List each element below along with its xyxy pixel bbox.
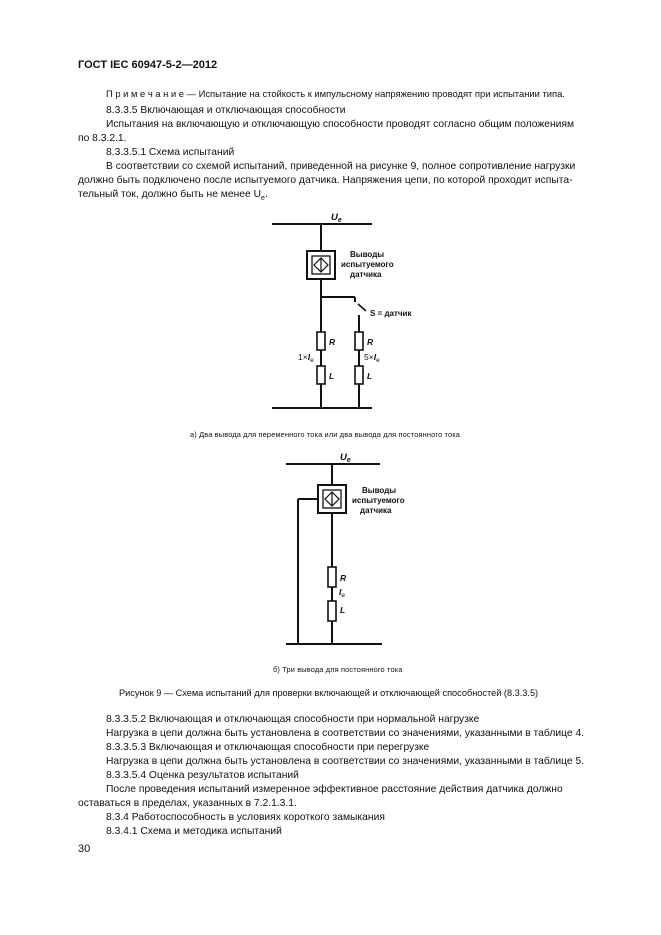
section-8-3-3-5-4-text-2: оставаться в пределах, указанных в 7.2.1.3.1. [78, 798, 297, 809]
section-8-3-4-1-title: 8.3.4.1 Схема и методика испытаний [106, 826, 282, 837]
section-8-3-3-5-2-title: 8.3.3.5.2 Включающая и отключающая способности при нормальной нагрузке [106, 714, 480, 725]
section-8-3-3-5-3-text: Нагрузка в цепи должна быть установлена в соответствии со значениями, указанными в таблице 5. [106, 756, 585, 767]
fig-b-r-label: R [340, 573, 347, 583]
fig-a-r-label-left: R [329, 337, 336, 347]
note-text: П р и м е ч а н и е — Испытание на стойкость к импульсному напряжению проводят при испытании типа. [106, 88, 565, 99]
fig-a-r-label-right: R [367, 337, 374, 347]
page-number: 30 [78, 843, 91, 855]
fig-b-resistor [328, 567, 336, 587]
section-8-3-3-5-1-title: 8.3.3.5.1 Схема испытаний [106, 147, 235, 158]
fig-a-ue-label: $U_e$ [331, 212, 342, 224]
fig-a-switch-label: S = датчик [370, 309, 412, 318]
figure-a-caption: а) Два вывода для переменного тока или два вывода для постоянного тока [190, 430, 461, 439]
fig-b-inductor [328, 601, 336, 621]
section-8-3-3-5-text-cont: по 8.3.2.1. [78, 133, 127, 144]
section-8-3-3-5-1-text-3: тельный ток, должно быть не менее $U_e$. [78, 189, 268, 203]
fig-a-current-right: $5\times I_e$ [364, 352, 380, 364]
fig-b-device-label-1: Выводы [362, 486, 397, 495]
section-8-3-3-5-1-text-1: В соответствии со схемой испытаний, приведенной на рисунке 9, полное сопротивление нагрузки [106, 161, 576, 172]
section-8-3-4-title: 8.3.4 Работоспособность в условиях короткого замыкания [106, 812, 385, 823]
figure-a-circuit [260, 205, 440, 417]
fig-a-l-label-left: L [329, 371, 335, 381]
fig-a-l-label-right: L [367, 371, 373, 381]
fig-b-ue-label: $U_e$ [340, 452, 351, 464]
fig-a-resistor-left [317, 332, 325, 350]
fig-a-switch-blade [358, 304, 366, 311]
section-8-3-3-5-3-title: 8.3.3.5.3 Включающая и отключающая способности при перегрузке [106, 742, 430, 753]
fig-b-current-label: $I_e$ [339, 587, 345, 599]
document-header: ГОСТ IEC 60947-5-2—2012 [78, 59, 218, 71]
fig-a-inductor-right [355, 366, 363, 384]
figure-9-caption: Рисунок 9 — Схема испытаний для проверки включающей и отключающей способностей (8.3.3.5) [119, 688, 539, 698]
fig-b-l-label: L [340, 605, 346, 615]
fig-b-device-label-3: датчика [360, 506, 392, 515]
fig-b-device-label-2: испытуемого [352, 496, 405, 505]
section-8-3-3-5-text: Испытания на включающую и отключающую способности проводят согласно общим положениям [106, 119, 575, 130]
fig-a-inductor-left [317, 366, 325, 384]
fig-a-resistor-right [355, 332, 363, 350]
fig-a-device-label-1: Выводы [350, 250, 385, 259]
fig-a-device-label-3: датчика [350, 270, 382, 279]
section-8-3-3-5-title: 8.3.3.5 Включающая и отключающая способности [106, 105, 346, 116]
figure-b-circuit [280, 445, 430, 653]
fig-a-current-left: $1\times I_e$ [298, 352, 314, 364]
section-8-3-3-5-4-text-1: После проведения испытаний измеренное эффективное расстояние действия датчика должно [106, 784, 563, 795]
figure-b-caption: б) Три вывода для постоянного тока [273, 665, 403, 674]
section-8-3-3-5-2-text: Нагрузка в цепи должна быть установлена в соответствии со значениями, указанными в таблице 4. [106, 728, 585, 739]
section-8-3-3-5-1-text-2: должно быть подключено после испытуемого датчика. Напряжения цепи, по которой проходит испыта- [78, 175, 573, 186]
section-8-3-3-5-4-title: 8.3.3.5.4 Оценка результатов испытаний [106, 770, 299, 781]
fig-a-device-label-2: испытуемого [341, 260, 394, 269]
